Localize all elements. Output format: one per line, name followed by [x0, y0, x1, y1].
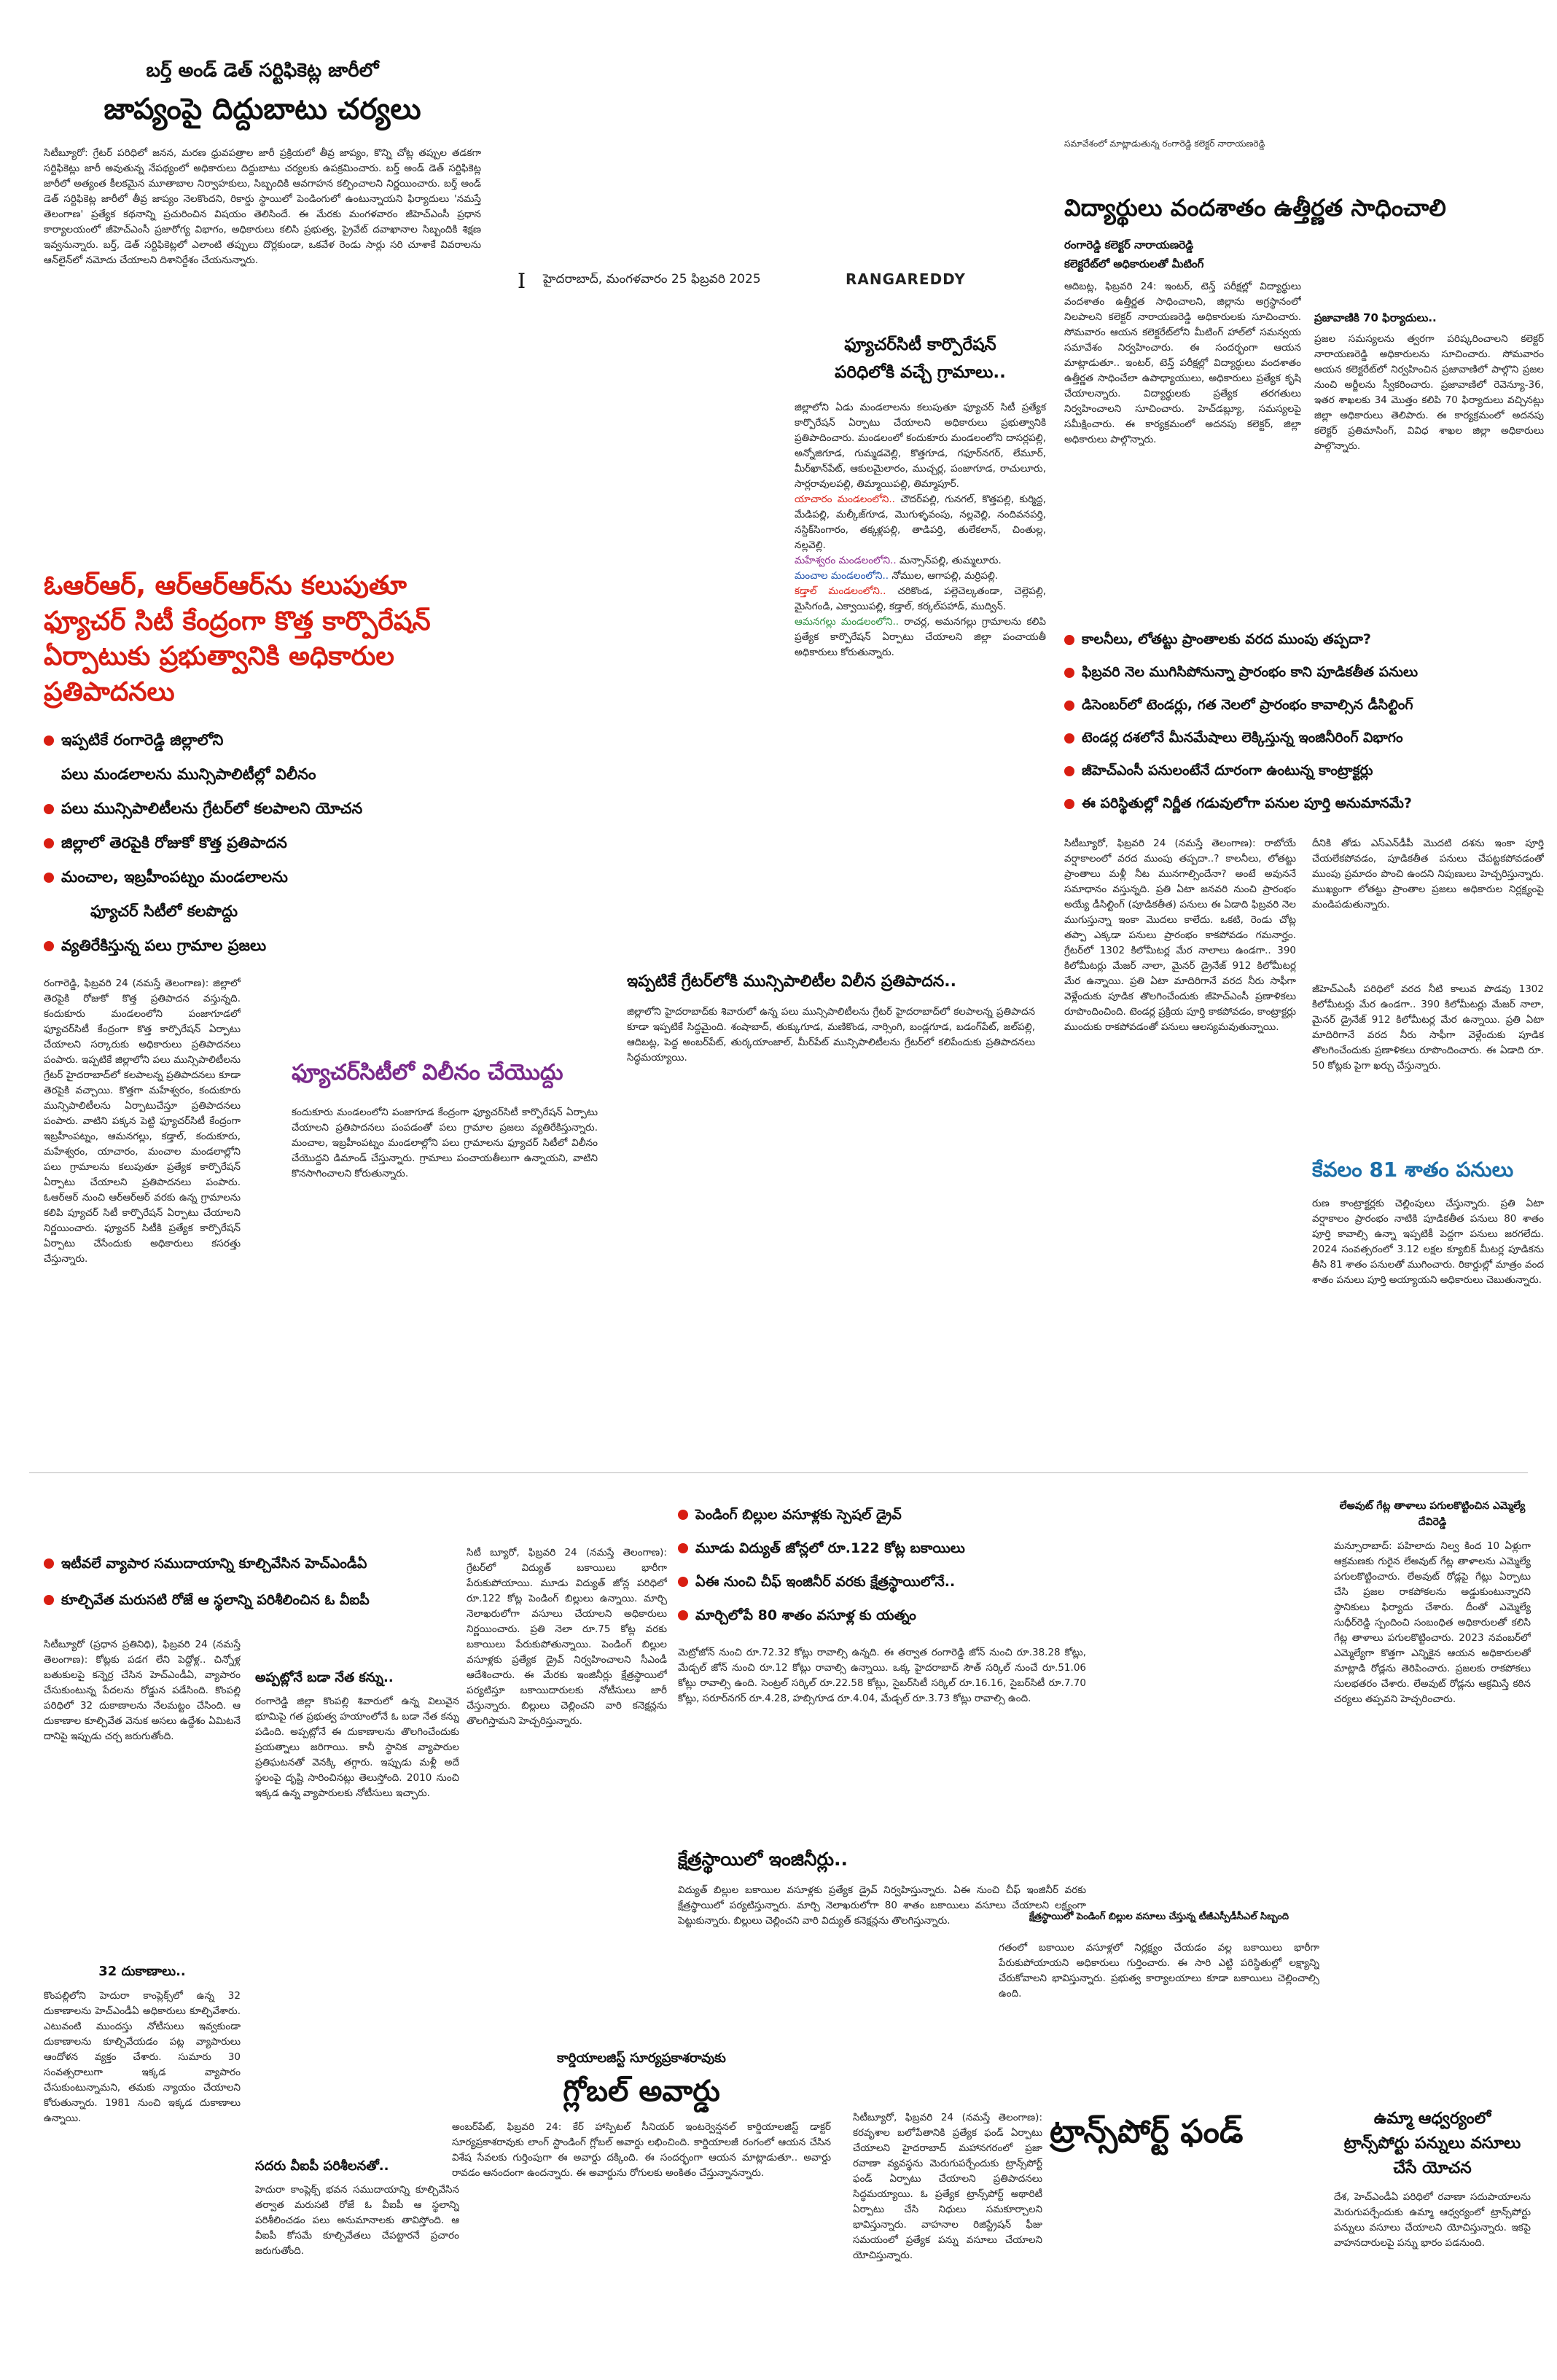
red-bullet-icon — [44, 1595, 54, 1605]
article-11-kicker: ఉమ్మా ఆధ్వర్యంలో — [1373, 2110, 1491, 2128]
article-layout-gates — [1334, 1498, 1531, 2064]
article-5-columns — [1064, 235, 1545, 485]
bullet-item: టెండర్ల దశలోనే మీనమేషాలు లెక్కిస్తున్న ఇంజినీరింగ్ విభాగం — [1064, 722, 1545, 754]
article-9-photo-area — [999, 1910, 1319, 2086]
article-greater-merge — [627, 969, 1035, 1066]
article-1-body: సిటీబ్యూరో: గ్రేటర్ పరిధిలో జనన, మరణ ధ్రువపత్రాల జారీ ప్రక్రియలో తీవ్ర జాప్యం, కొన్ని చోట్ల తప్పుల తడకగా సర్టిఫికెట్లు జారీ అవుతున్న నేపథ్యంలో అధికారులు దిద్దుబాటు చర్యలకు ఉపక్రమించారు. బర్త్ అండ్ డెత్ సర్టిఫికెట్ల జారీలో అత్యంత కీలకమైన మూతాబాల నిర్వాహకులు, సిబ్బందికి ఆవగాహన కల్పించాలని నిర్ణయించారు. బర్త్ అండ్ డెత్ సర్టిఫికెట్ల జారీలో తీవ్ర జాప్యం నెలకొందని, రికార్డు స్థాయిలో పెండింగులో ఉంటున్నాయని ఫిర్యాదులు 'నమస్తే తెలంగాణ' ప్రత్యేక కథనాన్ని ప్రచురించిన విషయం తెలిసిందే. ఈ మేరకు మంగళవారం జీహెచ్ఎంసీ ప్రధాన కార్యాలయంలో జీహెచ్ఎంసీ ప్రజారోగ్య విభాగం, అధికారులు కలిసి ప్రభుత్వ, ప్రైవేట్ దవాఖానాల సిబ్బందికి శిక్షణ ఇవ్వనున్నారు. బర్త్, డెత్ సర్టిఫికెట్లలో ఎలాంటి తప్పులు దొర్లకుండా, ఒకవేళ రెండు సార్లు సరి చూశాకే వివరాలను ఆన్‌లైన్‌లో నమోదు చేయాలని దిశానిర్దేశం చేయనున్నారు. — [44, 147, 481, 266]
bullet-item: మూడు విద్యుత్ జోన్లలో రూ.122 కోట్ల బకాయిలు — [678, 1532, 1086, 1565]
article-5-kicker: సమావేశంలో మాట్లాడుతున్న రంగారెడ్డి కలెక్టర్ నారాయణరెడ్డి — [1064, 138, 1265, 149]
bullet-item: కూల్చివేత మరుసటి రోజే ఆ స్థలాన్ని పరిశీలించిన ఓ వీఐపీ — [44, 1582, 459, 1618]
red-bullet-icon — [1064, 733, 1074, 744]
article-9-body-3: గతంలో బకాయిల వసూళ్లలో నిర్లక్ష్యం చేయడం వల్ల బకాయిలు భారీగా పేరుకుపోయాయని అధికారులు గుర్తించారు. ఈ సారి ఎట్టి పరిస్థితుల్లో లక్ష్యాన్ని చేరుకోవాలని భావిస్తున్నారు. ప్రభుత్వ కార్యాలయాలు కూడా బకాయిలు చెల్లించాల్సి ఉంది. — [999, 1942, 1319, 1999]
article-desilting — [1064, 623, 1545, 1405]
bullet-item: ఫ్యూచర్ సిటీలో కలపొద్దు — [90, 902, 238, 921]
article-1-headline: జాప్యంపై దిద్దుబాటు చర్యలు — [104, 93, 421, 126]
masthead-marker: I — [518, 269, 526, 293]
article-7-body-vip: హెదురా కాంప్లెక్స్ భవన సముదాయాన్ని కూల్చివేసిన తర్వాత మరుసటి రోజే ఓ వీఐపీ ఆ స్థలాన్ని పరిశీలించడం పలు అనుమానాలకు తావిస్తోంది. ఆ వీఐపీ కోసమే కూల్చివేతలు చేపట్టారనే ప్రచారం జరుగుతోంది. — [255, 2184, 459, 2257]
article-2-body: రంగారెడ్డి, ఫిబ్రవరి 24 (నమస్తే తెలంగాణ): జిల్లాలో తెరపైకి రోజుకో కొత్త ప్రతిపాదన వస్తున్నది. కందుకూరు మండలంలోని పంజాగూడలో ఫ్యూచర్‌సిటీ కేంద్రంగా కొత్త కార్పొరేషన్ ఏర్పాటు చేయాలని సర్కారుకు అధికారులు ప్రతిపాదనలు పంపారు. ఇప్పటికే జిల్లాలోని పలు మున్సిపాలిటీలను గ్రేటర్ హైదరాబాద్‌లో కలపాలన్న ప్రతిపాదనలు కూడా తెరపైకి వచ్చాయి. కొత్తగా మహేశ్వరం, కందుకూరు మున్సిపాలిటీలను ఏర్పాటుచేస్తూ ప్రతిపాదనలు పంపారు. వాటిని పక్కన పెట్టి ఫ్యూచర్‌సిటీ కేంద్రంగా ఇబ్రహీంపట్నం, ఆమనగల్లు, కడ్తాల్, కందుకూరు, మహేశ్వరం, యాచారం, మంచాల మండలాల్లోని పలు గ్రామాలను కలుపుతూ ప్రత్యేక కార్పొరేషన్ ఏర్పాటు చేయాలని ప్రతిపాదనలు పంపారు. ఓఆర్‌ఆర్ నుంచి ఆర్‌ఆర్‌ఆర్ వరకు ఉన్న గ్రామాలను కలిపి ప్యూచర్ సిటీ కార్పొరేషన్ ఏర్పాటు చేయాలని నిర్ణయించారు. ఫ్యూచర్ సిటీకి ప్రత్యేక కార్పొరేషన్ ఏర్పాటు చేసేందుకు అధికారులు కసరత్తు చేస్తున్నారు. — [44, 978, 241, 1265]
article-7-sub-appudu: అప్పట్లోనే బడా నేత కన్ను.. — [255, 1670, 394, 1685]
bullet-item: మంచాల, ఇబ్రహీంపట్నం మండలాలను — [44, 860, 496, 894]
article-5-body: ఆదిబట్ల, ఫిబ్రవరి 24: ఇంటర్, టెన్త్ పరీక్షల్లో విద్యార్థులు వందశాతం ఉత్తీర్ణత సాధించాలని, జిల్లాను అగ్రస్థానంలో నిలపాలని కలెక్టర్ నారాయణరెడ్డి అధికారులకు సూచించారు. సోమవారం ఆయన కలెక్టరేట్‌లోని మీటింగ్ హాల్‌లో సమన్వయ సమావేశం నిర్వహించారు. ఈ సందర్భంగా ఆయన మాట్లాడుతూ.. ఇంటర్, టెన్త్ పరీక్షల్లో విద్యార్థులు వందశాతం ఉత్తీర్ణత సాధించేలా ఉపాధ్యాయులు, అధికారులు ప్రత్యేక కృషి చేయాలన్నారు. విద్యార్థులకు ప్రత్యేక తరగతులు నిర్వహించాలని సూచించారు. హెచ్‌డబ్ల్యూ, సమస్యలపై సమీక్షించారు. ఈ కార్యక్రమంలో అదనపు కలెక్టర్, జిల్లా అధికారులు పాల్గొన్నారు. — [1064, 281, 1301, 445]
red-bullet-icon — [44, 1558, 54, 1569]
article-6-bullets — [1064, 623, 1545, 820]
article-10-headline: ట్రాన్స్‌పోర్ట్ ఫండ్ — [1050, 2113, 1244, 2150]
article-6-columns — [1064, 836, 1545, 1405]
article-global-award — [452, 2048, 831, 2338]
bullet-item: ఈ పరిస్థితుల్లో నిర్ణీత గడువులోగా పనుల పూర్తి అనుమానమే? — [1064, 787, 1545, 820]
page-divider — [29, 1472, 1528, 1473]
article-3-amangal: ఆమనగల్లు మండలంలోని.. రాచర్ల, అమనగల్లు గ్రామాలను కలిపి ప్రత్యేక కార్పొరేషన్ ఏర్పాటు చేయాలని జిల్లా పంచాయతీ అధికారులు కోరుతున్నారు. — [795, 616, 1046, 658]
bullet-item: పెండింగ్ బిల్లుల వసూళ్లకు స్పెషల్ డ్రైవ్ — [678, 1498, 1086, 1532]
article-2-sidebar-head: ఫ్యూచర్‌సిటీలో విలీనం చేయొద్దు — [292, 1060, 563, 1085]
red-bullet-icon — [1064, 766, 1074, 776]
article-6-body: సిటీబ్యూరో, ఫిబ్రవరి 24 (నమస్తే తెలంగాణ): రాబోయే వర్షాకాలంలో వరద ముంపు తప్పదా..? కాలనీలు, లోతట్టు ప్రాంతాలు మళ్లీ నీట మునగాల్సిందేనా? అంటే అవుననే సమాధానం వస్తున్నది. ప్రతి ఏటా జనవరి నుంచి ప్రారంభం అయ్యే డీసిల్టింగ్ (పూడికతీత) పనులు ఈ ఏడాది ఫిబ్రవరి నెల ముగుస్తున్నా ఇంకా మొదలు కాలేదు. ఒకటి, రెండు చోట్ల తప్పా ఎక్కడా పనులు ప్రారంభం కాకపోవడం గమనార్హం. గ్రేటర్‌లో 1302 కిలోమీటర్ల మేర నాలాలు ఉండగా.. 390 కిలోమీటర్లు మేజర్ నాలా, మైనర్ డ్రైనేజ్ 912 కిలోమీటర్ల మేర ఉన్నాయి. ప్రతి ఏటా మాదిరిగానే వరద నీరు సాఫీగా వెళ్లేందుకు పూడిక తొలగించేందుకు జీహెచ్ఎంసీ ప్రణాళికలు రూపొందించింది. టెండర్ల ప్రక్రియ పూర్తి కాకపోవడం, కాంట్రాక్టర్లు ముందుకు రాకపోవడంతో పనులు ఆలస్యమవుతున్నాయి. — [1064, 838, 1296, 1033]
article-9-body-2: విద్యుత్ బిల్లుల బకాయిల వసూళ్లకు ప్రత్యేక డ్రైవ్ నిర్వహిస్తున్నారు. ఏఈ నుంచి చీఫ్ ఇంజినీర్ వరకు క్షేత్రస్థాయిలో పర్యటిస్తున్నారు. మార్చి నెలాఖరులోగా 80 శాతం బకాయిలు వసూలు చేయాలని లక్ష్యంగా పెట్టుకున్నారు. బిల్లులు చెల్లించని వారి విద్యుత్ కనెక్షన్లను తొలగిస్తున్నారు. — [678, 1884, 1086, 1927]
article-12-kicker: లేఅవుట్ గేట్ల తాళాలు పగులకొట్టించిన ఎమ్మెల్యే దేవిరెడ్డి — [1339, 1500, 1526, 1528]
article-9-bullets — [678, 1498, 1086, 1632]
article-7-col-1 — [44, 1637, 241, 2368]
article-6-col-2 — [1312, 836, 1544, 1405]
masthead-date: హైదరాబాద్, మంగళవారం 25 ఫిబ్రవరి 2025 — [543, 272, 761, 286]
article-3-headline-1: ఫ్యూచర్‌సిటీ కార్పొరేషన్ — [844, 335, 996, 354]
bullet-item: పలు మున్సిపాలిటీలను గ్రేటర్‌లో కలపాలని యోచన — [44, 792, 496, 826]
red-bullet-icon — [1064, 668, 1074, 678]
article-10-body: సిటీబ్యూరో, ఫిబ్రవరి 24 (నమస్తే తెలంగాణ): కరవృశాల బలోపేతానికి ప్రత్యేక ఫండ్ ఏర్పాటు చేయాలని హైదరాబాద్ మహానగరంలో ప్రజా రవాణా వ్యవస్థను మెరుగుపర్చేందుకు ట్రాన్స్‌పోర్ట్ ఫండ్ ఏర్పాటు చేయాలని ప్రతిపాదనలు సిద్ధమయ్యాయి. ఓ ప్రత్యేక ట్రాన్స్‌పోర్ట్ అథారిటీ ఏర్పాటు చేసి నిధులు సమకూర్చాలని భావిస్తున్నారు. వాహనాల రిజిస్ట్రేషన్ ఫీజు సమయంలో ప్రత్యేక పన్ను వసూలు చేయాలని యోచిస్తున్నారు. — [853, 2112, 1042, 2261]
article-7-col-2 — [255, 1637, 459, 2368]
article-5-col-2 — [1314, 235, 1544, 485]
article-7-sub-vip: సదరు వీఐపీ పరిశీలనతో.. — [255, 2158, 389, 2174]
bullet-item: జిల్లాలో తెరపైకి రోజుకో కొత్త ప్రతిపాదన — [44, 826, 496, 860]
article-9-caption: క్షేత్రస్థాయిలో పెండింగ్ బిల్లుల వసూలు చేస్తున్న టీజీఎస్పీడీసీఎల్ సిబ్బంది — [1029, 1911, 1289, 1922]
bullet-item: డిసెంబర్‌లో టెండర్లు, గత నెలలో ప్రారంభం కావాల్సిన డీసిల్టింగ్ — [1064, 689, 1545, 722]
bullet-item: మార్చిలోపే 80 శాతం వసూళ్ల కు యత్నం — [678, 1599, 1086, 1632]
article-collector — [1064, 138, 1545, 485]
article-7-body-32: కొంపల్లిలోని హెదురా కాంప్లెక్స్‌లో ఉన్న 32 దుకాణాలను హెచ్ఎండీఏ అధికారులు కూల్చివేశారు. ఎటువంటి ముందస్తు నోటీసులు ఇవ్వకుండా దుకాణాలను కూల్చివేయడం పట్ల వ్యాపారులు ఆందోళన వ్యక్తం చేశారు. సుమారు 30 సంవత్సరాలుగా ఇక్కడ వ్యాపారం చేసుకుంటున్నామని, తమకు న్యాయం చేయాలని కోరుతున్నారు. 1981 నుంచి ఇక్కడ దుకాణాలు ఉన్నాయి. — [44, 1990, 241, 2124]
bullet-item: జీహెచ్ఎంసీ పనులంటేనే దూరంగా ఉంటున్న కాంట్రాక్టర్లు — [1064, 754, 1545, 787]
red-bullet-icon — [1064, 635, 1074, 645]
article-6-col-1 — [1064, 836, 1296, 1405]
article-11-headline: ట్రాన్స్‌పోర్టు పన్నులు వసూలు చేసే యోచన — [1343, 2134, 1521, 2177]
red-bullet-icon — [1064, 701, 1074, 711]
bullet-item: ఇటీవలే వ్యాపార సముదాయాన్ని కూల్చివేసిన హెచ్ఎండీఏ — [44, 1545, 459, 1582]
red-bullet-icon — [44, 873, 54, 883]
red-bullet-icon — [44, 838, 54, 848]
article-7-columns — [44, 1637, 459, 2368]
article-8-headline: గ్లోబల్ అవార్డు — [563, 2075, 720, 2108]
article-6-highlight: కేవలం 81 శాతం పనులు — [1312, 1158, 1514, 1182]
masthead-section: RANGAREDDY — [846, 270, 966, 288]
article-3-kadthal: కడ్తాల్ మండలంలోని.. చరికొండ, పల్లెచెల్కతండా, చెల్లెపల్లి, మైసిగండి, ఎక్వాయిపల్లి, కడ్తాల్, కర్కల్‌పహాడ్, ముద్విన్. — [795, 585, 1047, 612]
article-3-yacharam: యాచారం మండలంలోని.. చౌదర్‌పల్లి, గునగల్, కొత్తపల్లి, కుర్మిద్ద, మేడిపల్లి, మల్కీజ్‌గూడ, మొగుళ్ళవంపు, నల్లవెల్లి, నందివనపర్తి, నస్దిక్‌సింగారం, తక్కళ్లపల్లి, తాడిపర్తి, తులేకలాన్, చింతుల్ల, నల్లవెల్లి. — [795, 493, 1046, 551]
red-bullet-icon — [678, 1510, 688, 1520]
article-5-prajavani-body: ప్రజల సమస్యలను త్వరగా పరిష్కరించాలని కలెక్టర్ నారాయణరెడ్డి అధికారులను సూచించారు. సోమవారం ఆయన కలెక్టరేట్‌లో నిర్వహించిన ప్రజావాణిలో పాల్గొని ప్రజల నుంచి అర్జీలను స్వీకరించారు. ప్రజావాణిలో రెవెన్యూ-36, ఇతర శాఖలకు 34 మొత్తం కలిపి 70 ఫిర్యాదులు వచ్చినట్లు జిల్లా అధికారులు తెలిపారు. ఈ కార్యక్రమంలో అదనపు కలెక్టర్ ప్రతిమాసింగ్, వివిధ శాఖల జిల్లా అధికారులు పాల్గొన్నారు. — [1314, 333, 1544, 452]
article-8-body: సిటీ బ్యూరో, ఫిబ్రవరి 24 (నమస్తే తెలంగాణ): గ్రేటర్‌లో విద్యుత్ బకాయిలు భారీగా పేరుకుపోయాయి. మూడు విద్యుత్ జోన్ల పరిధిలో రూ.122 కోట్ల పెండింగ్ బిల్లులు ఉన్నాయి. మార్చి నెలాఖరులోగా వసూలు చేయాలని అధికారులు నిర్ణయించారు. ప్రతి నెలా రూ.75 కోట్ల వరకు బకాయిలు పేరుకుపోతున్నాయి. పెండింగ్ బిల్లుల వసూళ్లకు ప్రత్యేక డ్రైవ్ నిర్వహించాలని సీఎండీ ఆదేశించారు. ఈ మేరకు ఇంజినీర్లు క్షేత్రస్థాయిలో పర్యటిస్తూ బకాయిదారులకు నోటీసులు జారీ చేస్తున్నారు. బిల్లులు చెల్లించని వారి కనెక్షన్లను తొలగిస్తామని హెచ్చరిస్తున్నారు. — [467, 1547, 667, 1727]
bullet-item: ఏఈ నుంచి చీఫ్ ఇంజినీర్ వరకు క్షేత్రస్థాయిలోనే.. — [678, 1565, 1086, 1599]
article-5-sub-1: రంగారెడ్డి కలెక్టర్ నారాయణరెడ్డి — [1064, 238, 1194, 251]
article-ummta — [1334, 2107, 1531, 2321]
red-bullet-icon — [44, 804, 54, 814]
article-1-kicker: బర్త్ అండ్ డెత్ సర్టిఫికెట్ల జారీలో — [146, 60, 379, 82]
article-4-body: జిల్లాలోని హైదరాబాద్‌కు శివారులో ఉన్న పలు మున్సిపాలిటీలను గ్రేటర్ హైదరాబాద్‌లో కలపాలన్న ప్రతిపాదన కూడా ఇప్పటికే సిద్ధమైంది. శంషాబాద్, తుక్కుగూడ, మణికొండ, నార్సింగి, బండ్లగూడ, బడంగ్‌పేట్, జల్‌పల్లి, ఆదిబట్ల, పెద్ద అంబర్‌పేట్, తుర్కయాంజాల్, మీర్‌పేట్ మున్సిపాలిటీలను గ్రేటర్‌లో కలిపేందుకు ప్రతిపాదనలు సిద్ధమయ్యాయి. — [627, 1006, 1035, 1064]
article-2-sidebar — [292, 1057, 598, 1389]
article-11-body: దేశ, హెచ్ఎండీఏ పరిధిలో రవాణా సదుపాయాలను మెరుగుపర్చేందుకు ఉమ్మా ఆధ్వర్యంలో ట్రాన్స్‌పోర్టు పన్నులు వసూలు చేయాలని యోచిస్తున్నారు. ఇకపై వాహనదారులపై పన్ను భారం పడనుంది. — [1334, 2191, 1531, 2249]
article-5-col-1 — [1064, 235, 1301, 485]
article-3-manchala: మంచాల మండలంలోని.. నోముల, ఆగాపల్లి, మర్రిపల్లి. — [795, 570, 999, 582]
article-electricity-dues — [467, 1545, 667, 1997]
bullet-item: ఇప్పటికే రంగారెడ్డి జిల్లాలోని — [44, 723, 496, 757]
bullet-item: వ్యతిరేకిస్తున్న పలు గ్రామాల ప్రజలు — [44, 929, 496, 963]
article-12-body: మన్సూరాబాద్: పహిలాదు నిల్వ కింద 10 ఏళ్లుగా ఆక్రమణకు గురైన లేఅవుట్ గేట్ల తాళాలను ఎమ్మెల్యే పగులకొట్టించారు. లేఅవుట్ రోడ్లపై గేట్లు ఏర్పాటు చేసి ప్రజల రాకపోకలను అడ్డుకుంటున్నారని స్థానికులు ఫిర్యాదు చేశారు. దీంతో ఎమ్మెల్యే సుధీర్‌రెడ్డి స్పందించి సంబంధిత అధికారులతో కలిసి గేట్ల తాళాలు పగులకొట్టించారు. 2023 నవంబర్‌లో ఎమ్మెల్యేగా కొత్తగా ఎన్నికైన ఆయన అధికారులతో మాట్లాడి రోడ్లను తెరిపించారు. ప్రజలకు రాకపోకలు సులభతరం చేశారు. లేఅవుట్ రోడ్లను ఆక్రమిస్తే కఠిన చర్యలు తప్పవని హెచ్చరించారు. — [1334, 1540, 1531, 1705]
bullet-item: కాలనీలు, లోతట్టు ప్రాంతాలకు వరద ముంపు తప్పదా? — [1064, 623, 1545, 656]
article-8-kicker: కార్డియాలజిస్ట్ సూర్యప్రకాశరావుకు — [557, 2051, 726, 2066]
bullet-item: ఫిబ్రవరి నెల ముగిసిపోనున్నా ప్రారంభం కాని పూడికతీత పనులు — [1064, 656, 1545, 689]
red-bullet-icon — [1064, 799, 1074, 809]
article-3-headline-2: పరిధిలోకి వచ్చే గ్రామాలు.. — [835, 363, 1006, 382]
article-9-sub: క్షేత్రస్థాయిలో ఇంజినీర్లు.. — [678, 1849, 848, 1870]
article-7-body-appudu: రంగారెడ్డి జిల్లా కొంపల్లి శివారులో ఉన్న విలువైన భూమిపై గత ప్రభుత్వ హయాంలోనే ఓ బడా నేత కన్ను పడింది. అప్పట్లోనే ఈ దుకాణాలను తొలగించేందుకు ప్రయత్నాలు జరిగాయి. కానీ స్థానిక వ్యాపారుల ప్రతిఘటనతో వెనక్కి తగ్గారు. ఇప్పుడు మళ్లీ అదే స్థలంపై దృష్టి సారించినట్లు తెలుస్తోంది. 2010 నుంచి ఇక్కడ ఉన్న వ్యాపారులకు నోటీసులు ఇచ్చారు. — [255, 1696, 459, 1799]
article-3-maheswaram: మహేశ్వరం మండలంలోని.. మన్సాన్‌పల్లి, తుమ్మలూరు. — [795, 555, 1002, 566]
article-hmda-demolition — [44, 1545, 459, 2368]
article-7-bullets — [44, 1545, 459, 1618]
red-bullet-icon — [44, 736, 54, 746]
article-9-body: మెట్రోజోన్ నుంచి రూ.72.32 కోట్లు రావాల్సి ఉన్నది. ఈ తర్వాత రంగారెడ్డి జోన్ నుంచి రూ.38.28 కోట్లు, మేడ్చల్ జోన్ నుంచి రూ.12 కోట్లు రావాల్సి ఉన్నాయి. ఒక్క హైదరాబాద్ సౌత్ సర్కిల్ నుంచే రూ.51.06 కోట్లు రావాల్సి ఉంది. సెంట్రల్ సర్కిల్ రూ.22.58 కోట్లు, సైబర్‌సిటీ సర్కిల్ రూ.16.16, సైబర్‌సిటీ రూ.7.70 కోట్లు, సరూర్‌నగర్ రూ.4.28, హబ్సిగూడ రూ.4.04, మేడ్చల్ రూ.3.73 కోట్లు రావాల్సి ఉంది. — [678, 1647, 1086, 1704]
article-2-headline: ఓఆర్ఆర్, ఆర్ఆర్ఆర్‌ను కలుపుతూ ఫ్యూచర్ సిటీ కేంద్రంగా కొత్త కార్పొరేషన్ ఏర్పాటుకు ప్రభుత్వానికి అధికారుల ప్రతిపాదనలు — [44, 571, 431, 707]
red-bullet-icon — [678, 1543, 688, 1553]
article-7-sub-32: 32 దుకాణాలు.. — [98, 1964, 186, 1979]
article-2-bullets — [44, 723, 496, 963]
article-3-body: జిల్లాలోని ఏడు మండలాలను కలుపుతూ ఫ్యూచర్ సిటీ ప్రత్యేక కార్పొరేషన్ ఏర్పాటు చేయాలని అధికారులు ప్రభుత్వానికి ప్రతిపాదించారు. మండలంలో కందుకూరు మండలంలోని దాసర్లపల్లి, అన్నోజిగూడ, గుమ్మడవెల్లి, కొత్తగూడ, గఫూర్‌నగర్, లేమూర్, మీర్‌ఖాన్‌పేట్, ఆకులమైలారం, ముచ్చర్ల, పంజాగూడ, రాచులూరు, సార్లరావులపల్లి, తిమ్మాయిపల్లి, తిమ్మాపూర్. — [795, 402, 1046, 490]
article-5-sub-2: కలెక్టరేట్‌లో అధికారులతో మీటింగ్ — [1064, 257, 1204, 270]
red-bullet-icon — [44, 941, 54, 951]
article-5-prajavani-head: ప్రజావాణికి 70 ఫిర్యాదులు.. — [1314, 311, 1437, 324]
article-6-body-2: దీనికి తోడు ఎస్ఎన్‌డీపీ మొదటి దశను ఇంకా పూర్తి చేయలేకపోవడం, పూడికతీత పనులు చేపట్టకపోవడంతో ముంపు ప్రమాదం పొంచి ఉందని నిపుణులు హెచ్చరిస్తున్నారు. ముఖ్యంగా లోతట్టు ప్రాంతాల ప్రజలు అధికారుల నిర్లక్ష్యంపై మండిపడుతున్నారు. — [1312, 838, 1544, 910]
article-8-award-body: అంబర్‌పేట్, ఫిబ్రవరి 24: కేర్ హాస్పిటల్ సీనియర్ ఇంటర్వెన్షనల్ కార్డియాలజిస్ట్ డాక్టర్ సూర్యప్రకాశరావుకు లాంగ్ స్టాండింగ్ గ్లోబల్ అవార్డు లభించింది. కార్డియాలజీ రంగంలో ఆయన చేసిన విశేష సేవలకు గుర్తింపుగా ఈ అవార్డు దక్కింది. ఈ సందర్భంగా ఆయన మాట్లాడుతూ.. అవార్డు రావడం ఆనందంగా ఉందన్నారు. ఈ అవార్డును రోగులకు అంకితం చేస్తున్నానన్నారు. — [452, 2121, 831, 2179]
article-future-city-villages — [795, 332, 1046, 660]
article-5-headline: విద్యార్థులు వందశాతం ఉత్తీర్ణత సాధించాలి — [1064, 194, 1446, 222]
red-bullet-icon — [678, 1577, 688, 1587]
bullet-item: పలు మండలాలను మున్సిపాలిటీల్లో విలీనం — [61, 765, 316, 784]
article-6-body-3: జీహెచ్ఎంసీ పరిధిలో వరద నీటి కాలువ పొడవు 1302 కిలోమీటర్లు మేర ఉండగా.. 390 కిలోమీటర్లు మేజర్ నాలా, మైనర్ డ్రైనేజ్ 912 కిలోమీటర్ల మేర ఉన్నాయి. ప్రతి ఏటా మాదిరిగానే వరద నీరు సాఫీగా వెళ్లేందుకు పూడిక తొలగించేందుకు ప్రణాళికలు రూపొందించారు. ఈ ఏడాది రూ. 50 కోట్లకు పైగా ఖర్చు చేస్తున్నారు. — [1312, 983, 1544, 1072]
article-2-sidebar-body: కందుకూరు మండలంలోని పంజాగూడ కేంద్రంగా ఫ్యూచర్‌సిటీ కార్పొరేషన్ ఏర్పాటు చేయాలని ప్రతిపాదనలు పంపడంతో పలు గ్రామాల ప్రజలు వ్యతిరేకిస్తున్నారు. మంచాల, ఇబ్రహీంపట్నం మండలాల్లోని పలు గ్రామాలను ఫ్యూచర్ సిటీలో విలీనం చేయొద్దని డిమాండ్ చేస్తున్నారు. గ్రామాలు పంచాయతీలుగా ఉన్నాయని, వాటిని కొనసాగించాలని కోరుతున్నారు. — [292, 1107, 598, 1179]
article-birth-death — [44, 58, 481, 401]
article-4-headline: ఇప్పటికే గ్రేటర్‌లోకి మున్సిపాలిటీల విలీన ప్రతిపాదన.. — [627, 972, 956, 991]
article-7-body: సిటీబ్యూరో (ప్రధాన ప్రతినిధి), ఫిబ్రవరి 24 (నమస్తే తెలంగాణ): కోట్లకు పడగ లేని పెద్దోళ్ల.. చిన్నోళ్ల బతుకులపై కన్నెర్ర చేసిన హెచ్ఎండీఏ, వ్యాపారం చేసుకుంటున్న పేదలను రోడ్డున పడేసింది. కొంపల్లి పరిధిలో 32 దుకాణాలను నేలమట్టం చేసింది. ఆ దుకాణాల కూల్చివేత వెనుక అసలు ఉద్దేశం ఏమిటనే దానిపై ఇప్పుడు చర్చ జరుగుతోంది. — [44, 1639, 241, 1742]
article-6-body-4: రుణ కాంట్రాక్టర్లకు చెల్లింపులు చేస్తున్నారు. ప్రతి ఏటా వర్షాకాలం ప్రారంభం నాటికి పూడికతీత పనులు 80 శాతం పూర్తి కావాల్సి ఉన్నా ఇప్పటికీ పెద్దగా పనులు జరగలేదు. 2024 సంవత్సరంలో 3.12 లక్షల క్యూబిక్ మీటర్ల పూడికను తీసి 81 శాతం పనులతో ముగించారు. రికార్డుల్లో మాత్రం వంద శాతం పనులు పూర్తి అయ్యాయని అధికారులు చెబుతున్నారు. — [1312, 1198, 1544, 1286]
red-bullet-icon — [678, 1610, 688, 1620]
masthead — [503, 266, 1042, 295]
